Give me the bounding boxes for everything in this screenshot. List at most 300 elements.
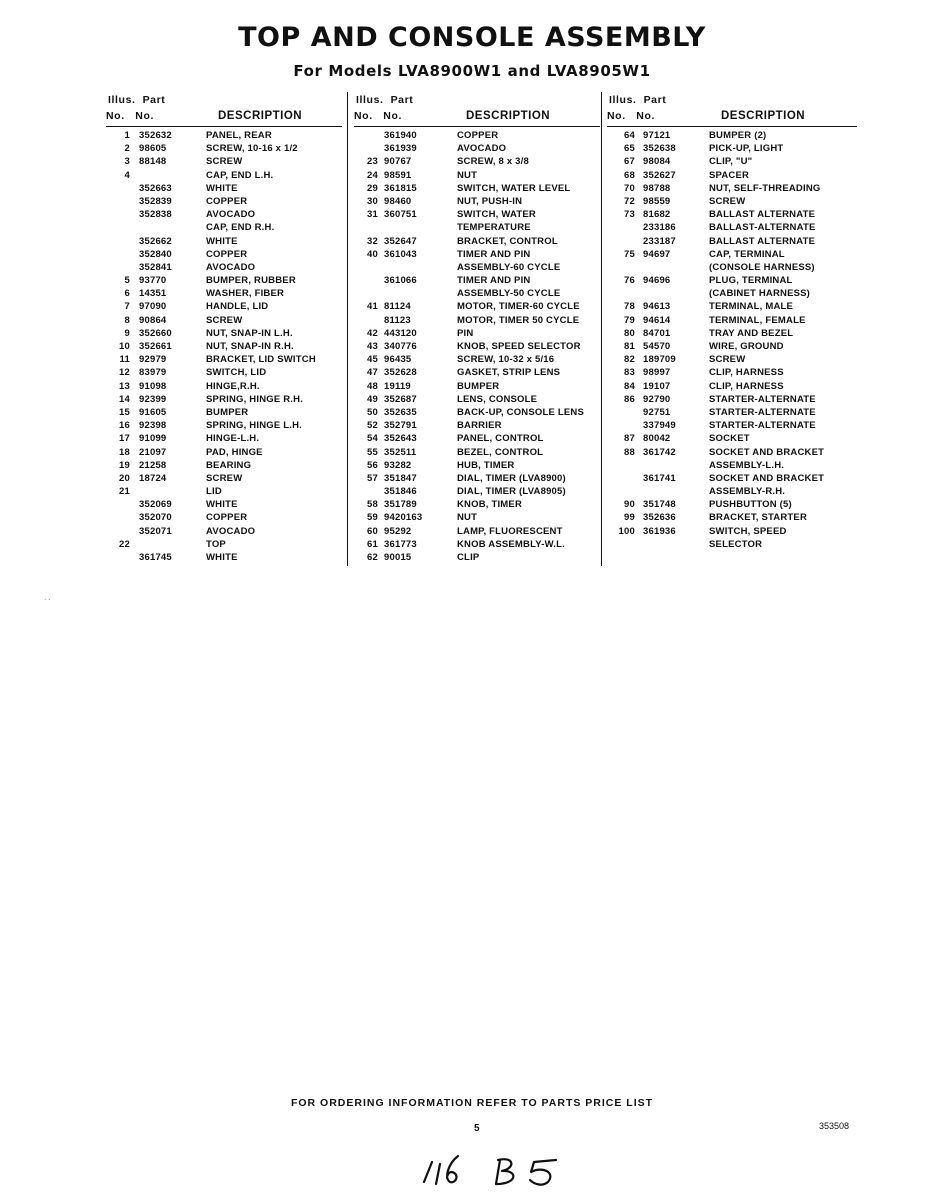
part-number: 98591	[384, 169, 412, 181]
table-row	[106, 538, 342, 551]
part-number: 92979	[139, 354, 167, 366]
part-number: 80042	[643, 433, 671, 445]
table-row	[106, 340, 342, 353]
part-description: HINGE,R.H.	[206, 380, 260, 392]
part-number: 352647	[384, 235, 417, 247]
parts-list	[607, 129, 857, 551]
table-row	[354, 393, 600, 406]
illus-number: 67	[624, 156, 635, 168]
table-row	[607, 406, 857, 419]
part-description: BUMPER, RUBBER	[206, 275, 296, 287]
table-row	[354, 195, 600, 208]
part-number: 352841	[139, 261, 172, 273]
table-row	[106, 380, 342, 393]
illus-number: 80	[624, 327, 635, 339]
part-number: 88148	[139, 156, 167, 168]
header-no-no: No. No.	[354, 110, 402, 122]
part-description: KNOB, TIMER	[457, 499, 523, 511]
parts-column-3	[607, 94, 857, 551]
table-row	[607, 498, 857, 511]
part-description: COPPER	[206, 248, 248, 260]
part-number: 92399	[139, 393, 167, 405]
part-number: 90767	[384, 156, 412, 168]
table-row	[354, 129, 600, 142]
part-description: BALLAST ALTERNATE	[709, 235, 816, 247]
ordering-note: FOR ORDERING INFORMATION REFER TO PARTS PRICE LIST	[290, 1097, 654, 1109]
part-description: HUB, TIMER	[457, 459, 515, 471]
part-description: SOCKET	[709, 433, 750, 445]
part-description: WASHER, FIBER	[206, 288, 285, 300]
table-row	[354, 300, 600, 313]
part-description: SCREW, 10-16 x 1/2	[206, 143, 298, 155]
header-description: DESCRIPTION	[721, 110, 806, 122]
illus-number: 70	[624, 182, 635, 194]
illus-number: 8	[124, 314, 130, 326]
table-row	[607, 169, 857, 182]
part-description: MOTOR, TIMER-60 CYCLE	[457, 301, 580, 313]
illus-number: 7	[124, 301, 130, 313]
part-number: 361940	[384, 130, 417, 141]
illus-number: 68	[624, 169, 635, 181]
part-number: 14351	[139, 288, 167, 300]
illus-number: 75	[624, 248, 635, 260]
illus-number: 13	[119, 380, 130, 392]
part-description: CAP, TERMINAL	[709, 248, 785, 260]
illus-number: 79	[624, 314, 635, 326]
illus-number: 1	[124, 130, 130, 141]
part-number: 233186	[643, 222, 676, 234]
table-row	[106, 353, 342, 366]
part-number: 352628	[384, 367, 417, 379]
part-number: 98997	[643, 367, 671, 379]
table-row	[354, 380, 600, 393]
part-description: SPRING, HINGE R.H.	[206, 393, 304, 405]
table-row	[354, 498, 600, 511]
part-number: 352663	[139, 182, 172, 194]
part-description: DIAL, TIMER (LVA8900)	[457, 472, 566, 484]
part-number: 352636	[643, 512, 676, 524]
illus-number: 4	[124, 169, 130, 181]
part-description: AVOCADO	[457, 143, 507, 155]
column-header	[106, 94, 342, 126]
header-rule	[607, 126, 857, 127]
table-row	[106, 208, 342, 221]
table-row	[607, 472, 857, 485]
table-row	[354, 551, 600, 564]
part-description: SWITCH, LID	[206, 367, 267, 379]
table-row	[354, 472, 600, 485]
part-description: BALLAST ALTERNATE	[709, 209, 816, 221]
table-row	[607, 485, 857, 498]
document-number: 353508	[819, 1121, 850, 1131]
illus-number: 73	[624, 209, 635, 221]
handwritten-note	[418, 1142, 578, 1195]
part-description: SCREW	[709, 195, 746, 207]
part-description: SCREW	[709, 354, 746, 366]
part-number: 19107	[643, 380, 671, 392]
part-description: KNOB, SPEED SELECTOR	[457, 341, 581, 352]
illus-number: 19	[119, 459, 130, 471]
part-number: 81123	[384, 314, 411, 326]
table-row	[607, 274, 857, 287]
illus-number: 16	[119, 420, 130, 432]
table-row	[607, 208, 857, 221]
part-description: PANEL, REAR	[206, 130, 272, 141]
part-description: KNOB ASSEMBLY-W.L.	[457, 538, 565, 550]
part-number: 352687	[384, 393, 417, 405]
part-description: SCREW, 10-32 x 5/16	[457, 354, 555, 366]
part-number: 84701	[643, 327, 671, 339]
part-number: 352635	[384, 406, 417, 418]
table-row	[607, 353, 857, 366]
part-description: TOP	[206, 538, 226, 550]
part-description: AVOCADO	[206, 525, 256, 537]
part-description: WIRE, GROUND	[709, 341, 784, 352]
table-row	[354, 208, 600, 221]
part-number: 94696	[643, 275, 671, 287]
header-illus-part: Illus. Part	[609, 94, 667, 106]
part-description: BUMPER	[457, 380, 500, 392]
illus-number: 32	[367, 235, 378, 247]
illus-number: 6	[124, 288, 130, 300]
part-number: 90015	[384, 552, 412, 563]
illus-number: 83	[624, 367, 635, 379]
table-row	[106, 248, 342, 261]
header-no-no: No. No.	[607, 110, 655, 122]
part-number: 98605	[139, 143, 167, 155]
part-description: PANEL, CONTROL	[457, 433, 544, 445]
part-number: 81682	[643, 209, 671, 221]
part-number: 352638	[643, 143, 676, 155]
part-description: ASSEMBLY-L.H.	[709, 459, 785, 471]
illus-number: 62	[367, 552, 378, 563]
table-row	[354, 142, 600, 155]
part-number: 21097	[139, 446, 167, 458]
illus-number: 30	[367, 195, 378, 207]
illus-number: 14	[119, 393, 130, 405]
part-number: 233187	[643, 235, 676, 247]
table-row	[607, 195, 857, 208]
part-number: 360751	[384, 209, 417, 221]
part-number: 18724	[139, 472, 167, 484]
illus-number: 15	[119, 406, 130, 418]
part-description: BEARING	[206, 459, 252, 471]
part-description: ASSEMBLY-R.H.	[709, 486, 786, 498]
illus-number: 76	[624, 275, 635, 287]
table-row	[607, 366, 857, 379]
table-row	[106, 195, 342, 208]
illus-number: 2	[124, 143, 130, 155]
part-description: TERMINAL, FEMALE	[709, 314, 806, 326]
table-row	[106, 419, 342, 432]
part-description: SOCKET AND BRACKET	[709, 446, 825, 458]
part-description: LAMP, FLUORESCENT	[457, 525, 563, 537]
table-row	[354, 459, 600, 472]
table-row	[106, 472, 342, 485]
part-number: 351846	[384, 486, 417, 498]
table-row	[607, 525, 857, 538]
illus-number: 87	[624, 433, 635, 445]
part-description: CAP, END R.H.	[206, 222, 275, 234]
table-row	[354, 287, 600, 300]
illus-number: 49	[367, 393, 378, 405]
illus-number: 99	[624, 512, 635, 524]
part-number: 340776	[384, 341, 417, 352]
table-row	[354, 406, 600, 419]
part-description: SCREW	[206, 472, 243, 484]
part-description: SCREW	[206, 156, 243, 168]
part-description: BEZEL, CONTROL	[457, 446, 544, 458]
parts-column-1	[106, 94, 342, 564]
table-row	[106, 498, 342, 511]
part-number: 352511	[384, 446, 417, 458]
table-row	[354, 248, 600, 261]
part-description: TIMER AND PIN	[457, 248, 531, 260]
part-description: SWITCH, WATER	[457, 209, 536, 221]
table-row	[607, 340, 857, 353]
illus-number: 82	[624, 354, 635, 366]
table-row	[354, 274, 600, 287]
part-number: 92751	[643, 406, 671, 418]
part-number: 352069	[139, 499, 172, 511]
part-number: 361936	[643, 525, 676, 537]
part-number: 81124	[384, 301, 411, 313]
part-description: SCREW	[206, 314, 243, 326]
illus-number: 64	[624, 130, 635, 141]
part-number: 93282	[384, 459, 412, 471]
part-description: BRACKET, STARTER	[709, 512, 808, 524]
part-number: 97090	[139, 301, 167, 313]
illus-number: 40	[367, 248, 378, 260]
table-row	[354, 235, 600, 248]
part-number: 98559	[643, 195, 671, 207]
page-number: 5	[474, 1123, 480, 1134]
part-number: 352071	[139, 525, 172, 537]
part-number: 351748	[643, 499, 676, 511]
part-description: AVOCADO	[206, 261, 256, 273]
part-number: 91098	[139, 380, 167, 392]
part-number: 352660	[139, 327, 172, 339]
table-row	[354, 538, 600, 551]
table-row	[106, 327, 342, 340]
part-number: 97121	[643, 130, 671, 141]
part-number: 361745	[139, 552, 172, 563]
part-description: COPPER	[206, 512, 248, 524]
table-row	[106, 142, 342, 155]
illus-number: 88	[624, 446, 635, 458]
part-description: NUT	[457, 169, 478, 181]
table-row	[354, 169, 600, 182]
header-illus-part: Illus. Part	[108, 94, 166, 106]
page-subtitle: For Models LVA8900W1 and LVA8905W1	[293, 62, 651, 80]
illus-number: 81	[624, 341, 635, 352]
part-number: 95292	[384, 525, 412, 537]
part-number: 361742	[643, 446, 676, 458]
table-row	[106, 446, 342, 459]
table-row	[607, 248, 857, 261]
part-description: STARTER-ALTERNATE	[709, 406, 816, 418]
illus-number: 18	[119, 446, 130, 458]
table-row	[106, 287, 342, 300]
part-number: 352662	[139, 235, 172, 247]
part-description: LENS, CONSOLE	[457, 393, 538, 405]
part-description: BRACKET, LID SWITCH	[206, 354, 316, 366]
table-row	[354, 261, 600, 274]
part-description: NUT, SELF-THREADING	[709, 182, 821, 194]
part-number: 337949	[643, 420, 676, 432]
illus-number: 31	[367, 209, 378, 221]
table-row	[354, 182, 600, 195]
part-description: SWITCH, WATER LEVEL	[457, 182, 571, 194]
part-description: STARTER-ALTERNATE	[709, 420, 816, 432]
part-number: 94613	[643, 301, 671, 313]
table-row	[354, 221, 600, 234]
illus-number: 100	[618, 525, 635, 537]
illus-number: 54	[367, 433, 378, 445]
part-description: COPPER	[457, 130, 499, 141]
part-description: PLUG, TERMINAL	[709, 275, 793, 287]
part-description: COPPER	[206, 195, 248, 207]
part-description: TEMPERATURE	[457, 222, 531, 234]
part-description: ASSEMBLY-60 CYCLE	[457, 261, 561, 273]
part-number: 352661	[139, 341, 172, 352]
part-number: 91605	[139, 406, 167, 418]
illus-number: 47	[367, 367, 378, 379]
part-description: SPACER	[709, 169, 750, 181]
part-description: WHITE	[206, 499, 238, 511]
table-row	[607, 129, 857, 142]
part-description: SELECTOR	[709, 538, 763, 550]
table-row	[106, 235, 342, 248]
illus-number: 9	[124, 327, 130, 339]
illus-number: 58	[367, 499, 378, 511]
table-row	[106, 485, 342, 498]
part-description: BRACKET, CONTROL	[457, 235, 558, 247]
illus-number: 21	[119, 486, 130, 498]
part-number: 98084	[643, 156, 671, 168]
part-number: 92790	[643, 393, 671, 405]
table-row	[607, 314, 857, 327]
part-number: 352839	[139, 195, 172, 207]
part-description: (CONSOLE HARNESS)	[709, 261, 815, 273]
column-header	[354, 94, 600, 126]
part-number: 361773	[384, 538, 417, 550]
parts-list	[106, 129, 342, 564]
part-description: DIAL, TIMER (LVA8905)	[457, 486, 566, 498]
table-row	[354, 419, 600, 432]
illus-number: 42	[367, 327, 378, 339]
table-row	[354, 340, 600, 353]
part-number: 361939	[384, 143, 417, 155]
table-row	[106, 525, 342, 538]
part-number: 443120	[384, 327, 417, 339]
part-number: 189709	[643, 354, 676, 366]
illus-number: 22	[119, 538, 130, 550]
part-number: 98788	[643, 182, 671, 194]
table-row	[607, 287, 857, 300]
table-row	[607, 538, 857, 551]
part-description: WHITE	[206, 552, 238, 563]
table-row	[106, 393, 342, 406]
part-description: CLIP, "U"	[709, 156, 753, 168]
part-number: 21258	[139, 459, 167, 471]
part-description: PIN	[457, 327, 474, 339]
part-description: CLIP, HARNESS	[709, 367, 784, 379]
illus-number: 86	[624, 393, 635, 405]
part-description: GASKET, STRIP LENS	[457, 367, 561, 379]
table-row	[354, 327, 600, 340]
table-row	[607, 300, 857, 313]
illus-number: 65	[624, 143, 635, 155]
table-row	[607, 142, 857, 155]
illus-number: 52	[367, 420, 378, 432]
part-description: ASSEMBLY-50 CYCLE	[457, 288, 561, 300]
part-description: SPRING, HINGE L.H.	[206, 420, 302, 432]
part-description: TERMINAL, MALE	[709, 301, 794, 313]
part-description: SCREW, 8 x 3/8	[457, 156, 529, 168]
table-row	[106, 129, 342, 142]
header-description: DESCRIPTION	[218, 110, 303, 122]
header-illus-part: Illus. Part	[356, 94, 414, 106]
illus-number: 17	[119, 433, 130, 445]
part-description: NUT, SNAP-IN L.H.	[206, 327, 293, 339]
illus-number: 24	[367, 169, 378, 181]
part-description: WHITE	[206, 182, 238, 194]
part-description: LID	[206, 486, 222, 498]
part-description: BARRIER	[457, 420, 502, 432]
illus-number: 48	[367, 380, 378, 392]
illus-number: 45	[367, 354, 378, 366]
illus-number: 55	[367, 446, 378, 458]
table-row	[607, 182, 857, 195]
part-number: 54570	[643, 341, 671, 352]
parts-list	[354, 129, 600, 564]
table-row	[106, 551, 342, 564]
part-description: NUT, SNAP-IN R.H.	[206, 341, 294, 352]
column-header	[607, 94, 857, 126]
handwritten-note-drawing	[418, 1142, 578, 1190]
part-description: WHITE	[206, 235, 238, 247]
illus-number: 50	[367, 406, 378, 418]
part-number: 352838	[139, 209, 172, 221]
scan-speck: · ·	[44, 596, 51, 604]
part-description: BUMPER	[206, 406, 249, 418]
part-description: NUT, PUSH-IN	[457, 195, 523, 207]
table-row	[106, 261, 342, 274]
illus-number: 11	[119, 354, 130, 366]
illus-number: 56	[367, 459, 378, 471]
illus-number: 57	[367, 472, 378, 484]
table-row	[354, 314, 600, 327]
part-number: 90864	[139, 314, 167, 326]
part-description: CAP, END L.H.	[206, 169, 274, 181]
illus-number: 23	[367, 156, 378, 168]
header-rule	[354, 126, 600, 127]
illus-number: 20	[119, 472, 130, 484]
table-row	[106, 459, 342, 472]
part-description: HANDLE, LID	[206, 301, 269, 313]
part-description: NUT	[457, 512, 478, 524]
table-row	[607, 459, 857, 472]
part-description: HINGE-L.H.	[206, 433, 260, 445]
table-row	[607, 511, 857, 524]
table-row	[106, 366, 342, 379]
table-row	[106, 511, 342, 524]
table-row	[106, 221, 342, 234]
part-number: 91099	[139, 433, 167, 445]
column-divider	[601, 92, 602, 566]
part-number: 351789	[384, 499, 417, 511]
